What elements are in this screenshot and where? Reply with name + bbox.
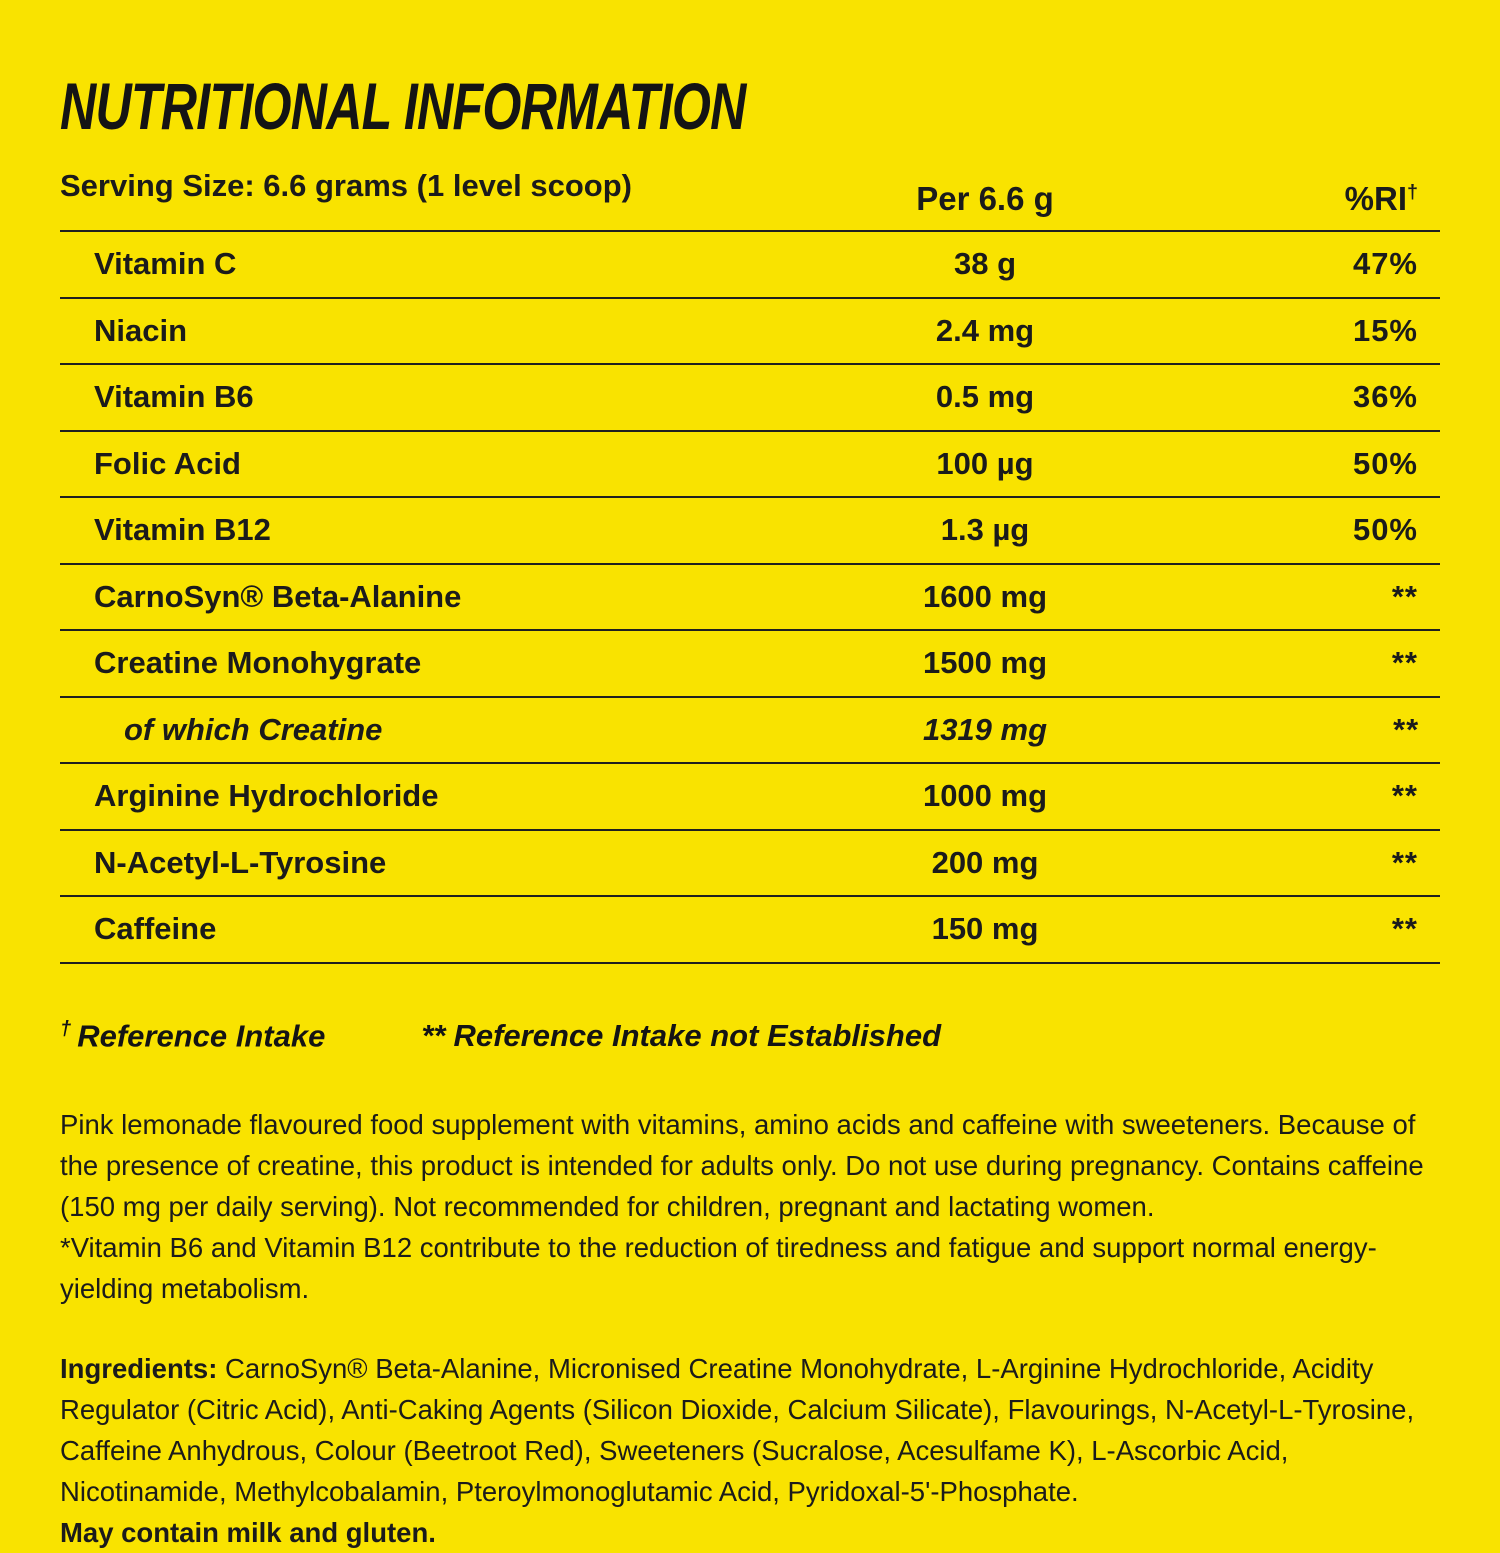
page-title: NUTRITIONAL INFORMATION	[60, 69, 746, 143]
table-row	[60, 232, 1440, 299]
nutrient-ri: 47%	[1352, 246, 1418, 282]
nutrient-ri: 15%	[1352, 312, 1418, 348]
table-row	[60, 565, 1440, 632]
nutrient-ri: **	[1391, 911, 1418, 947]
nutrient-name: Folic Acid	[94, 445, 241, 481]
table-row-sub	[60, 698, 1440, 765]
ingredients-label: Ingredients:	[60, 1352, 218, 1384]
dagger-mark: †	[1406, 181, 1418, 203]
table-row	[60, 831, 1440, 898]
double-asterisk-mark: **	[421, 1017, 446, 1053]
nutrient-name: Arginine Hydrochloride	[94, 778, 439, 814]
nutrient-ri: 50%	[1352, 512, 1418, 548]
nutrient-amount: 1500 mg	[922, 645, 1048, 681]
nutrient-amount: 38 g	[953, 246, 1017, 282]
nutrient-ri: **	[1391, 578, 1418, 614]
footnote-text: Reference Intake not Established	[453, 1017, 942, 1053]
nutrient-amount: 1000 mg	[922, 778, 1048, 814]
table-header-row	[60, 150, 1440, 232]
table-row	[60, 432, 1440, 499]
nutrient-ri: **	[1391, 778, 1418, 814]
table-row	[60, 897, 1440, 964]
nutrient-amount: 1.3 µg	[940, 512, 1030, 548]
ingredients-section	[60, 1348, 1440, 1553]
nutrient-name: Caffeine	[94, 911, 217, 947]
nutrient-amount: 100 µg	[936, 445, 1034, 481]
nutrient-name: of which Creatine	[124, 711, 383, 747]
footnote-reference-intake	[60, 1018, 325, 1054]
nutrient-name: Vitamin B12	[94, 512, 271, 548]
nutrient-amount: 200 mg	[931, 844, 1039, 880]
column-header-ri	[1135, 180, 1440, 230]
product-description	[60, 1104, 1440, 1309]
nutrient-amount: 1319 mg	[922, 711, 1048, 747]
table-row	[60, 299, 1440, 366]
ingredients-list: CarnoSyn® Beta-Alanine, Micronised Creatine Monohydrate, L-Arginine Hydrochloride, Acidity Regulator (Citric Acid), Anti-Caking Agents (Silicon Dioxide, Calcium Silicate), Flavourings, N-Acetyl-L-Tyrosine, Caffeine Anhydrous, Colour (Beetroot Red), Sweeteners (Sucralose, Acesulfame K), L-Ascorbic Acid, Nicotinamide, Methylcobalamin, Pteroylmonoglutamic Acid, Pyridoxal-5'-Phosphate.	[60, 1352, 1415, 1507]
table-row	[60, 498, 1440, 565]
nutrient-ri: **	[1391, 645, 1418, 681]
ri-header-text: %RI	[1344, 180, 1407, 217]
nutrient-name: Creatine Monohygrate	[94, 645, 422, 681]
nutrient-ri: 36%	[1352, 379, 1418, 415]
footnote-text: Reference Intake	[77, 1017, 326, 1053]
table-row	[60, 365, 1440, 432]
footnotes	[60, 1018, 1440, 1054]
serving-size-text: Serving Size: 6.6 grams (1 level scoop)	[60, 168, 633, 203]
nutrient-name: Vitamin C	[94, 246, 237, 282]
column-header-amount: Per 6.6 g	[916, 180, 1054, 217]
dagger-mark: †	[60, 1017, 72, 1040]
table-row	[60, 764, 1440, 831]
nutrient-amount: 0.5 mg	[935, 379, 1035, 415]
nutrient-amount: 150 mg	[931, 911, 1039, 947]
nutrient-name: CarnoSyn® Beta-Alanine	[94, 578, 462, 614]
allergen-notice: May contain milk and gluten.	[60, 1516, 436, 1548]
nutrient-name: Niacin	[94, 312, 188, 348]
nutrient-amount: 1600 mg	[922, 578, 1048, 614]
vitamin-claim-paragraph: *Vitamin B6 and Vitamin B12 contribute to the reduction of tiredness and fatigue and support normal energy-yielding metabolism.	[60, 1231, 1377, 1304]
nutrient-ri: **	[1391, 844, 1418, 880]
nutrient-name: N-Acetyl-L-Tyrosine	[94, 844, 387, 880]
footnote-not-established	[421, 1018, 941, 1054]
nutrition-table	[60, 150, 1440, 964]
nutrient-ri: **	[1391, 711, 1418, 747]
nutrient-amount: 2.4 mg	[935, 312, 1035, 348]
nutrient-name: Vitamin B6	[94, 379, 254, 415]
description-paragraph: Pink lemonade flavoured food supplement with vitamins, amino acids and caffeine with sweeteners. Because of the presence of creatine, this product is intended for adults only. Do not use during pregnancy. Contains caffeine (150 mg per daily serving). Not recommended for children, pregnant and lactating women.	[60, 1108, 1424, 1222]
nutrient-ri: 50%	[1352, 445, 1418, 481]
table-row	[60, 631, 1440, 698]
